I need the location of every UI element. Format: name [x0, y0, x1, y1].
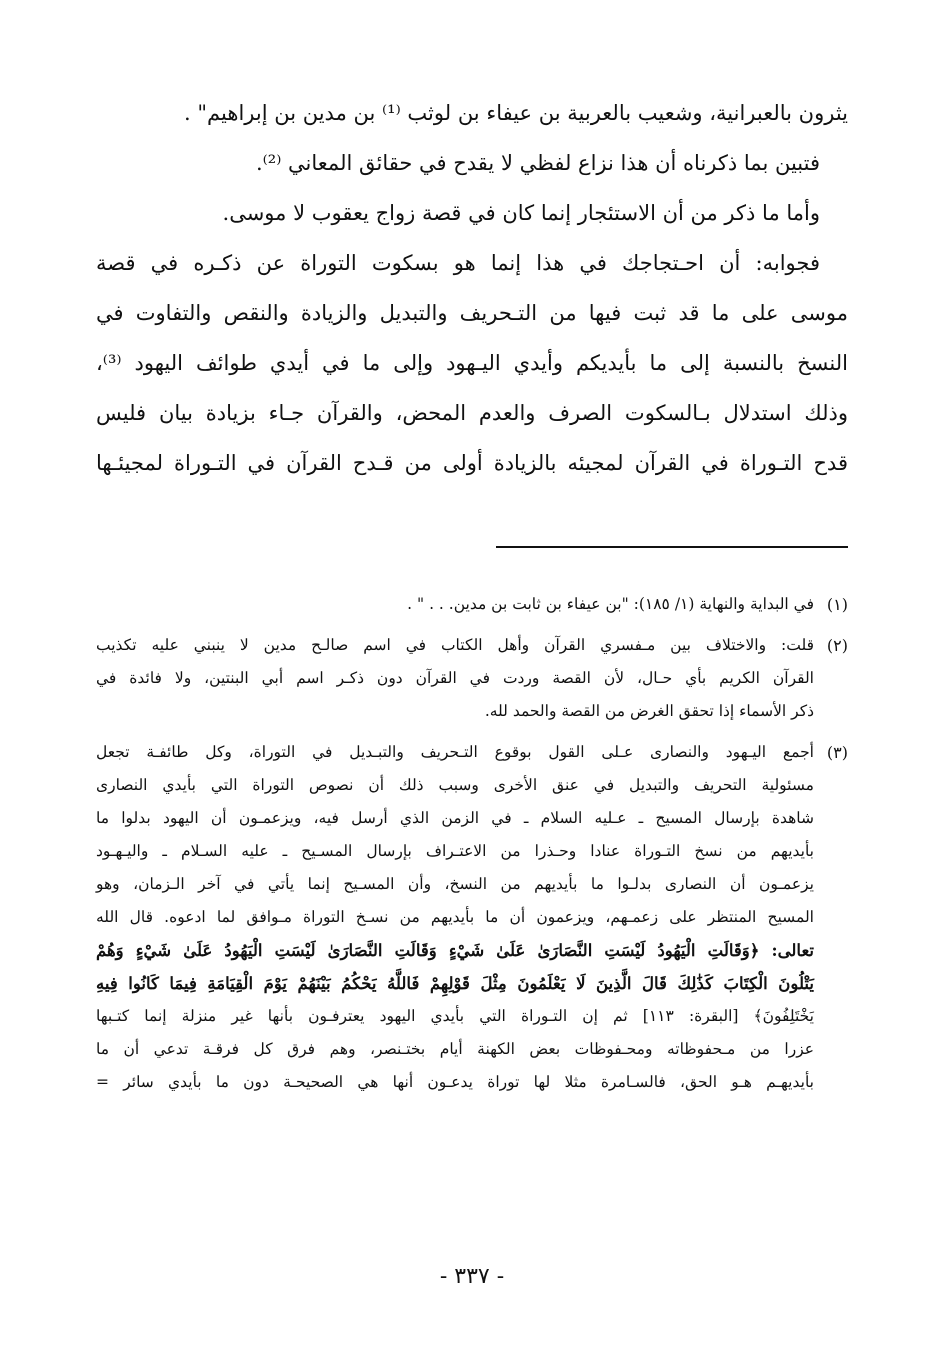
footnote-line: في البداية والنهاية (١/ ١٨٥): "بن عيفاء بن ثابت بن مدين. . . " .: [407, 595, 814, 613]
footnote-line: ذكر الأسماء إذا تحقق الغرض من القصة والحمد لله.: [484, 702, 814, 720]
footnote-line: يزعمـون أن النصارى بدلـوا ما بأيديهم من النسخ، وأن المسـيح إنما يأتي في آخر الـزمان، وهو: [96, 875, 814, 893]
text-line: وذلك استدلال بـالسكوت الصرف والعدم المحض، والقرآن جـاء بزيادة بيان فليس: [96, 401, 848, 425]
footnote-number: (١): [826, 595, 848, 614]
footnote-body: [96, 629, 814, 728]
quran-verse-line: يَتْلُونَ الْكِتَابَ كَذَٰلِكَ قَالَ الَّذِينَ لَا يَعْلَمُونَ مِثْلَ قَوْلِهِمْ فَاللَّهُ يَحْكُمُ بَيْنَهُمْ يَوْمَ الْقِيَامَةِ فِيمَا كَانُوا فِيهِ: [96, 974, 814, 993]
footnote-line: بأيديهم من نسخ التـوراة عنادا وحـذرا من الاعتـراف بإرسال المسـيح ـ عليه السـلام ـ واليـهـود: [96, 842, 814, 860]
text-line: يثرون بالعبرانية، وشعيب بالعربية بن عيفاء بن لوثب ⁽¹⁾ بن مدين بن إبراهيم" .: [184, 101, 848, 125]
text-line: النسخ بالنسبة إلى ما بأيديكم وأيدي اليـهود وإلى ما في أيدي طوائف اليهود ⁽³⁾،: [96, 351, 848, 375]
quran-verse-line: تعالى: ﴿وَقَالَتِ الْيَهُودُ لَيْسَتِ النَّصَارَىٰ عَلَىٰ شَيْءٍ وَقَالَتِ النَّصَارَىٰ لَيْسَتِ الْيَهُودُ عَلَىٰ شَيْءٍ وَهُمْ: [96, 941, 814, 960]
footnote-3: [96, 736, 848, 1099]
main-text: [96, 88, 848, 488]
footnote-2: [96, 629, 848, 728]
footnote-line: قلت: والاختلاف بين مـفسري القرآن وأهل الكتاب في اسم صالـح مدين لا ينبني عليه تكذيب: [96, 636, 814, 654]
text-line: موسى على ما قد ثبت فيها من التـحريف والتبديل والزيادة والنقص والتفاوت في: [96, 301, 848, 325]
page-number: - ٣٣٧ -: [439, 1264, 505, 1289]
footnote-line: المسيح المنتظر على زعمـهم، ويزعمون أن ما بأيديهم من نسـخ التوراة مـوافق لما ادعوه. قال الله: [96, 908, 814, 926]
footnote-number: (٢): [826, 636, 848, 655]
text-line: فتبين بما ذكرناه أن هذا نزاع لفظي لا يقدح في حقائق المعاني ⁽²⁾.: [255, 151, 820, 175]
footnote-body: [96, 736, 814, 1099]
text-line: فجوابه: أن احـتجاجك في هذا إنما هو بسكوت التوراة عن ذكـره في قصة: [96, 251, 820, 275]
text-line: وأما ما ذكر من أن الاستئجار إنما كان في قصة زواج يعقوب لا موسى.: [222, 201, 820, 225]
footnote-line: شاهدة بإرسال المسيح ـ عـليه السلام ـ في الزمن الذي أرسل فيه، ويزعمـون أن اليهود بدلوا ما: [96, 809, 814, 827]
footnote-line: بأيديهـم هـو الحق، فالسـامرة مثلا لها توراة يدعـون أنها هي الصحيحـة دون ما بأيدي سائر =: [96, 1073, 814, 1091]
footnote-line: القرآن الكريم بأي حـال، لأن القصة وردت في القرآن دون ذكـر اسم أبي البنتين، ولا فائدة في: [96, 669, 814, 687]
footnote-1: [96, 588, 848, 621]
footnote-line: يَخْتَلِفُونَ﴾ [البقرة: ١١٣] ثم إن التـوراة التي بأيدي اليهود يعترفـون بأنها غير منزلة إنما كتـبها: [96, 1007, 814, 1025]
footnote-line: مسئولية التحريف والتبديل في عنق الأخرى وسبب ذلك أن نصوص التوراة التي بأيدي النصارى: [96, 776, 814, 794]
text-line: قدح التـوراة في القرآن لمجيئه بالزيادة أولى من قـدح القرآن في التـوراة لمجيئـها: [96, 451, 848, 475]
footnote-number: (٣): [826, 743, 848, 762]
footnotes: [96, 588, 848, 1107]
footnote-line: أجمع اليـهود والنصارى عـلى القول بوقوع التـحريف والتبـديل في التوراة، وكل طائفـة تجعل: [96, 743, 814, 761]
footnote-divider: [496, 546, 848, 548]
footnote-body: [96, 588, 814, 621]
footnote-line: عزرا من مـحفوظاته ومحـفوظات بعض الكهنة أيام بختـنصر، وهم فرق كل فرقـة تدعي أن ما: [96, 1040, 814, 1058]
